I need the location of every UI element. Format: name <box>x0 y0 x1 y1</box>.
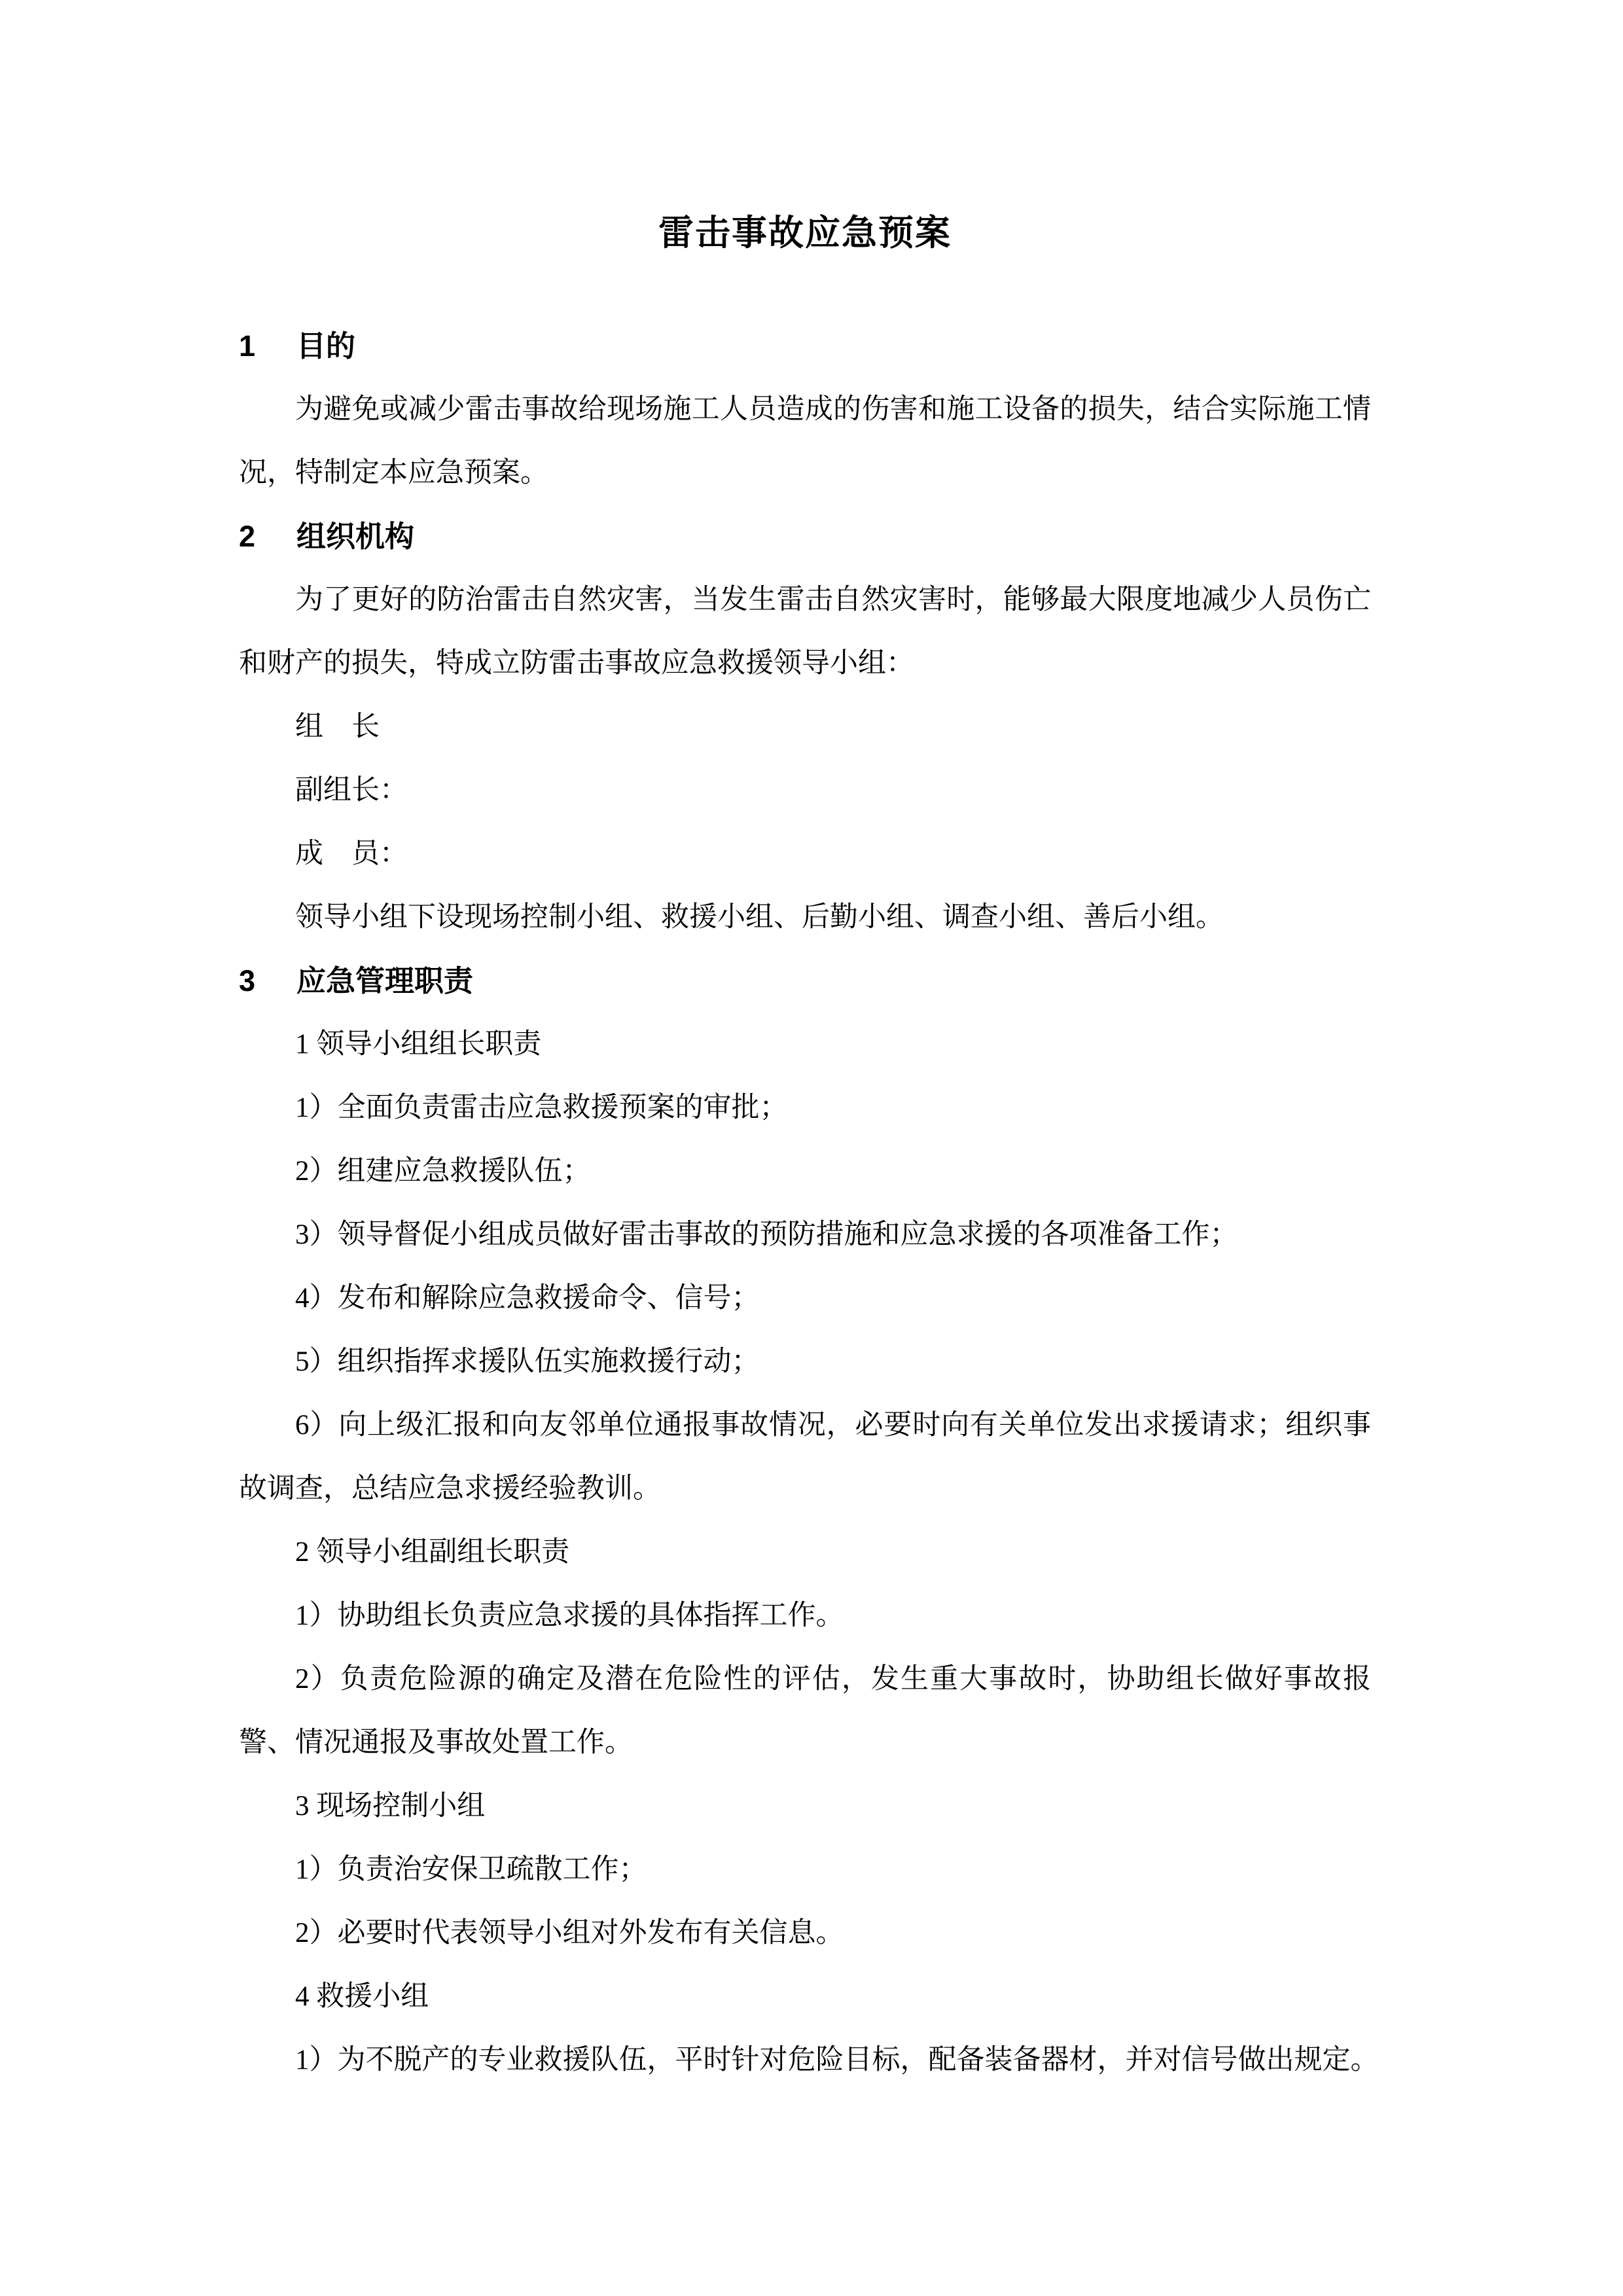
sub-heading: 3 现场控制小组 <box>295 1791 486 1821</box>
list-item: 1）负责治安保卫疏散工作； <box>295 1854 647 1885</box>
list-item: 2）组建应急救援队伍； <box>295 1156 591 1187</box>
section-2-number: 2 <box>239 520 256 553</box>
list-item: 1）全面负责雷击应急救援预案的审批； <box>295 1092 788 1123</box>
document-body <box>239 314 1379 2092</box>
section-3-heading <box>239 949 1371 1013</box>
section-1-number: 1 <box>239 329 256 363</box>
list-item: 5）组织指挥求援队伍实施救援行动； <box>295 1346 760 1377</box>
list-item: 2）必要时代表领导小组对外发布有关信息。 <box>295 1918 844 1948</box>
section-1-title: 目的 <box>296 329 356 363</box>
role-line-deputy-leader: 副组长： <box>295 775 408 806</box>
paragraph: 为了更好的防治雷击自然灾害，当发生雷击自然灾害时，能够最大限度地减少人员伤亡和财产的损失，特成立防雷击事故应急救援领导小组： <box>239 584 1371 679</box>
list-item: 4）发布和解除应急救援命令、信号； <box>295 1283 760 1314</box>
paragraph: 领导小组下设现场控制小组、救援小组、后勤小组、调查小组、善后小组。 <box>295 902 1224 933</box>
list-item: 3）领导督促小组成员做好雷击事故的预防措施和应急求援的各项准备工作； <box>295 1219 1238 1250</box>
section-3-title: 应急管理职责 <box>296 964 474 997</box>
list-item: 2）负责危险源的确定及潜在危险性的评估，发生重大事故时，协助组长做好事故报警、情况通报及事故处置工作。 <box>239 1664 1371 1758</box>
section-3-number: 3 <box>239 964 256 997</box>
sub-heading: 2 领导小组副组长职责 <box>295 1537 570 1568</box>
list-item: 1）协助组长负责应急求援的具体指挥工作。 <box>295 1600 844 1631</box>
sub-heading: 4 救援小组 <box>295 1981 429 2012</box>
document-title: 雷击事故应急预案 <box>658 213 952 253</box>
section-2-title: 组织机构 <box>296 520 415 553</box>
sub-heading: 1 领导小组组长职责 <box>295 1029 542 1060</box>
list-item: 6）向上级汇报和向友邻单位通报事故情况，必要时向有关单位发出求援请求；组织事故调查，总结应急求援经验教训。 <box>239 1410 1371 1504</box>
list-item: 1）为不脱产的专业救援队伍，平时针对危险目标，配备装备器材，并对信号做出规定。 <box>295 2045 1379 2075</box>
role-line-members: 成 员： <box>295 838 408 869</box>
section-2-heading <box>239 505 1371 568</box>
role-line-leader: 组 长 <box>295 711 380 742</box>
paragraph: 为避免或减少雷击事故给现场施工人员造成的伤害和施工设备的损失，结合实际施工情况，特制定本应急预案。 <box>239 394 1371 488</box>
section-1-heading <box>239 314 1371 378</box>
